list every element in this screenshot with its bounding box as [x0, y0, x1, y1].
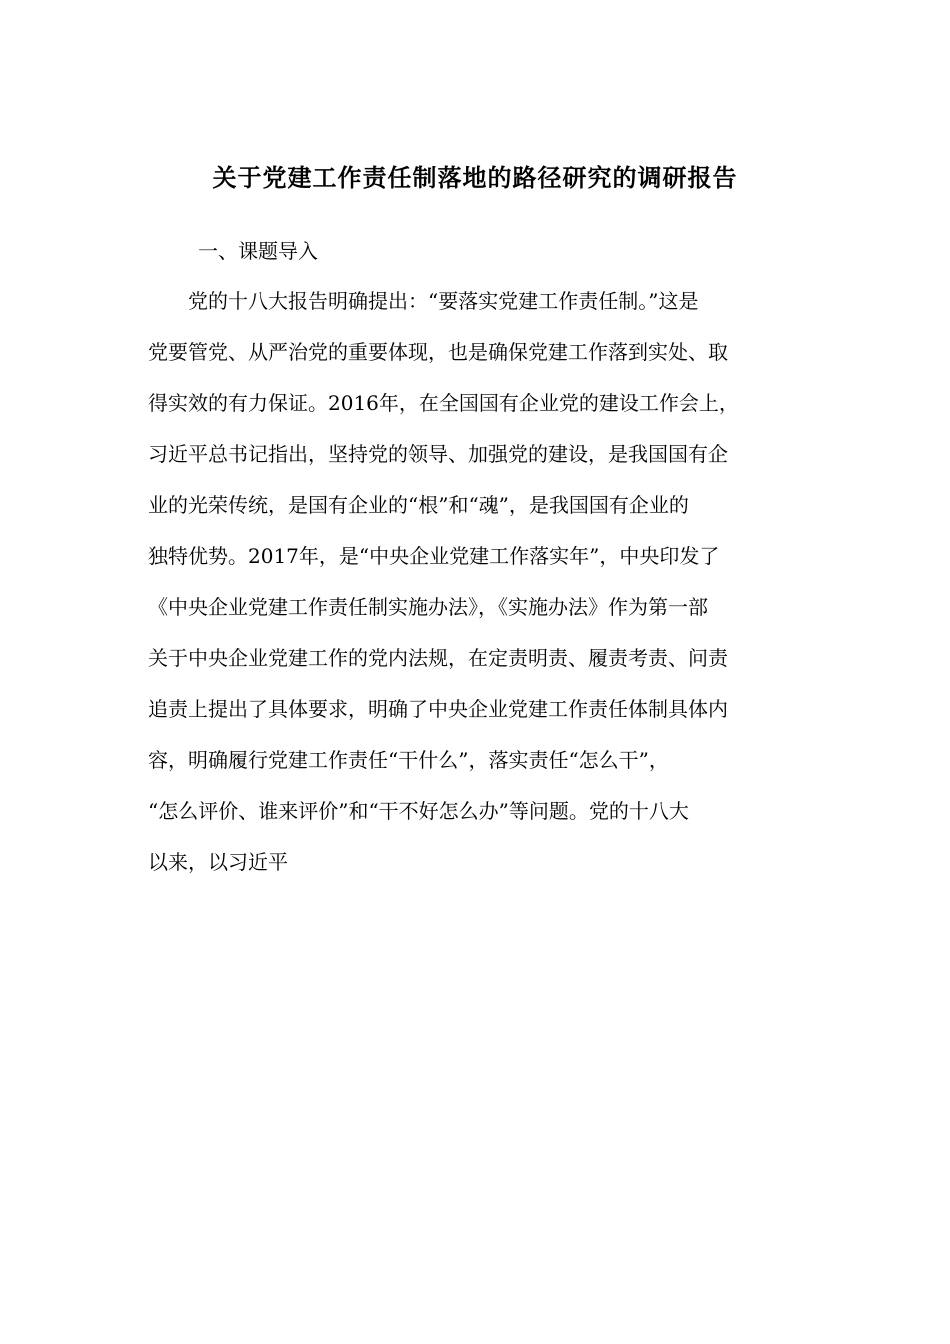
body-line: 关于中央企业党建工作的党内法规，在定责明责、履责考责、问责 [148, 646, 728, 670]
document-title: 关于党建工作责任制落地的路径研究的调研报告 [212, 163, 738, 192]
body-line: “怎么评价、谁来评价”和“干不好怎么办”等问题。党的十八大 [148, 799, 689, 823]
body-line: 独特优势。2017年，是“中央企业党建工作落实年”，中央印发了 [148, 544, 720, 568]
body-line: 党要管党、从严治党的重要体现，也是确保党建工作落到实处、取 [148, 340, 728, 364]
body-line: 得实效的有力保证。2016年，在全国国有企业党的建设工作会上， [148, 391, 739, 415]
body-line: 以来，以习近平 [148, 850, 288, 874]
body-line: 《中央企业党建工作责任制实施办法》，《实施办法》作为第一部 [148, 595, 708, 619]
body-line: 习近平总书记指出，坚持党的领导、加强党的建设，是我国国有企 [148, 442, 728, 466]
body-line: 党的十八大报告明确提出：“要落实党建工作责任制。”这是 [148, 289, 699, 313]
body-line: 容，明确履行党建工作责任“干什么”，落实责任“怎么干”， [148, 748, 669, 772]
body-line: 追责上提出了具体要求，明确了中央企业党建工作责任体制具体内 [148, 697, 728, 721]
section-heading: 一、课题导入 [198, 239, 318, 263]
body-line: 业的光荣传统，是国有企业的“根”和“魂”，是我国国有企业的 [148, 493, 689, 517]
